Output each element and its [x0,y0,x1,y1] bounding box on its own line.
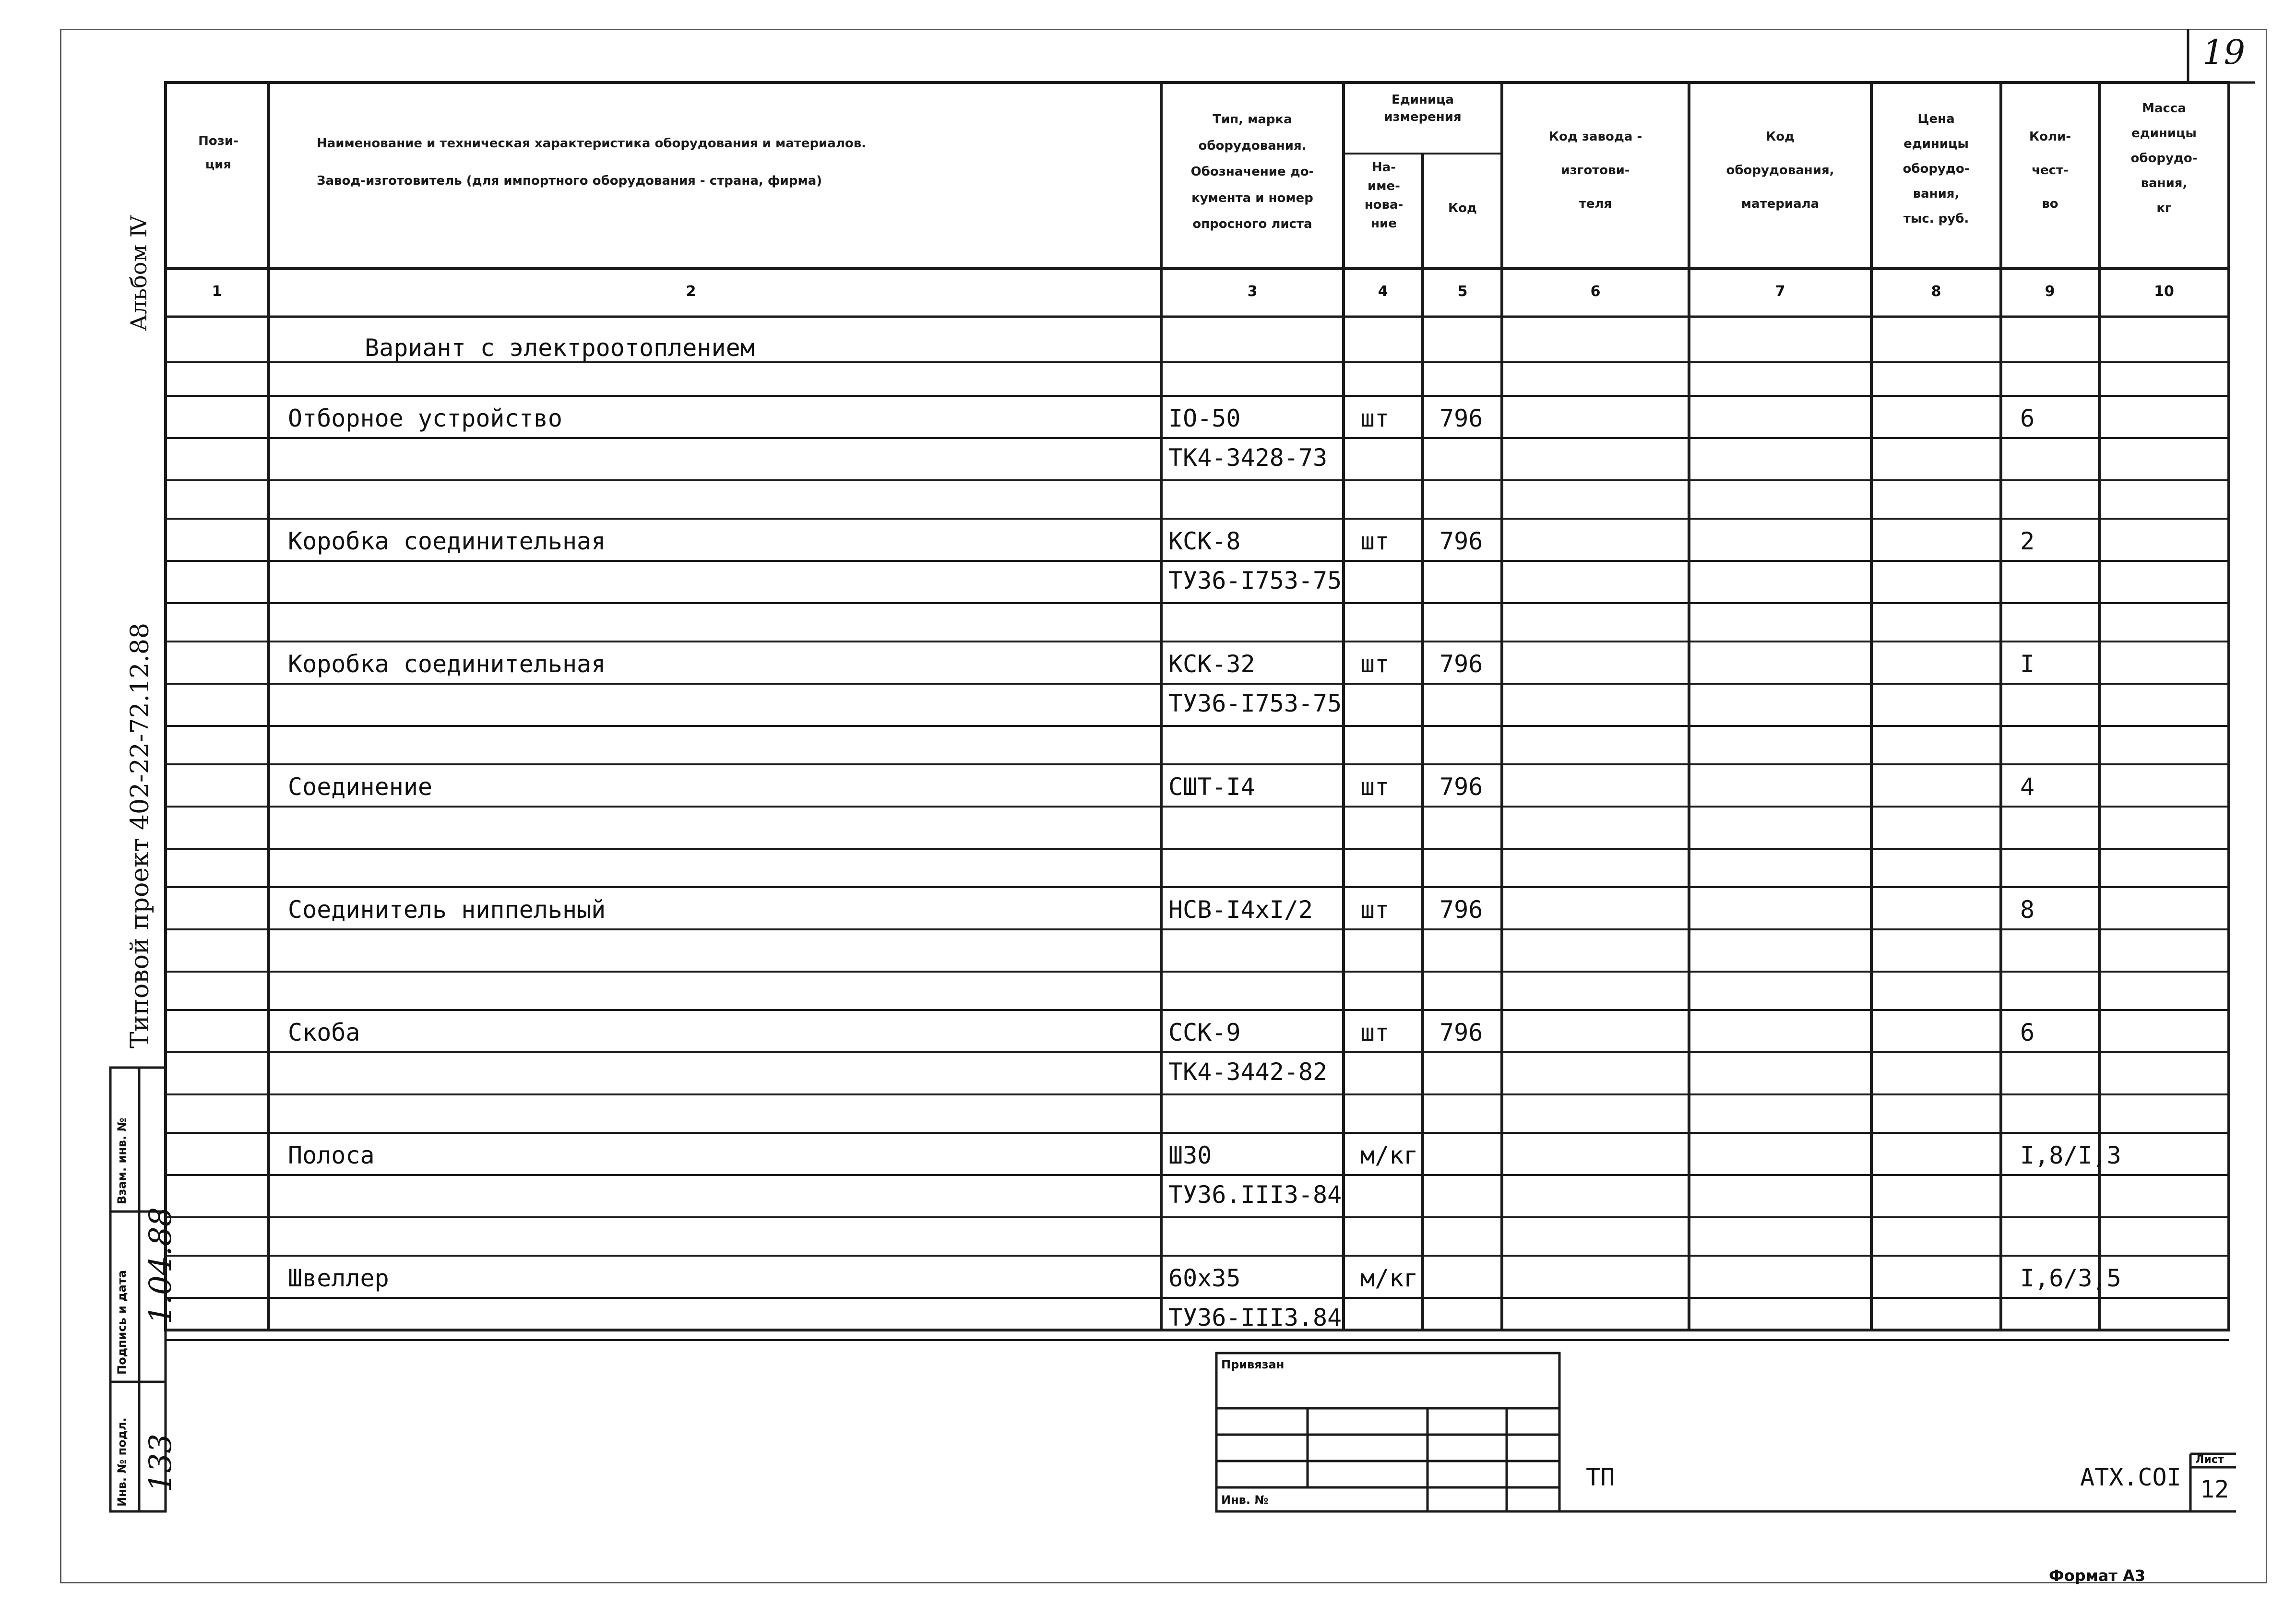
row-type: СШТ-I4 [1168,773,1255,801]
row-doc: ТК4-3428-73 [1168,444,1328,472]
header-quantity: Коли- чест- во [2029,130,2071,212]
stamp-tp: ТП [1586,1463,1615,1491]
row-name: Соединение [288,773,433,801]
row-type: КСК-32 [1168,650,1255,678]
row-name: Коробка соединительная [288,650,606,678]
header-unit: Единица измерения [1384,93,1462,125]
row-unit: шт [1360,650,1390,678]
row-unit: шт [1360,896,1390,924]
header-unit-code: Код [1448,201,1477,215]
row-code: 796 [1439,1019,1483,1046]
row-code: 796 [1439,896,1483,924]
stamp-vzam: Взам. инв. № [115,1117,129,1204]
row-code: 796 [1439,773,1483,801]
row-doc: ТУ36-I753-75 [1168,567,1342,594]
row-code: 796 [1439,650,1483,678]
stamp-privyazan: Привязан [1221,1358,1285,1371]
colnum-1: 1 [212,283,222,300]
header-price: Цена единицы оборудо- вания, тыс. руб. [1903,112,1970,226]
header-name: Наименование и техническая характеристика оборудования и материалов. Завод-изготовитель (для импортного оборудования - страна, фирма) [317,136,867,188]
row-type: IO-50 [1168,404,1241,432]
row-qty: 4 [2020,773,2035,801]
row-qty: I [2020,650,2035,678]
stamp-inv-no: Инв. № [1221,1493,1269,1507]
row-type: ССК-9 [1168,1019,1241,1046]
row-type: НСВ-I4xI/2 [1168,896,1313,924]
row-qty: 2 [2020,527,2035,555]
sheet-number-top: 19 [2202,33,2246,72]
header-mass: Масса единицы оборудо- вания, кг [2130,101,2198,215]
row-name: Отборное устройство [288,404,562,432]
stamp-doc-code: АТХ.СОI [2080,1463,2181,1491]
row-unit: м/кг [1360,1264,1418,1292]
stamp-podpis-value: 1.04.88 [143,1207,178,1324]
row-qty: 6 [2020,1019,2035,1046]
row-qty: I,8/I,3 [2020,1141,2121,1169]
row-qty: I,6/3,5 [2020,1264,2121,1292]
colnum-4: 4 [1378,283,1388,300]
row-qty: 8 [2020,896,2035,924]
header-plant-code: Код завода - изготови- теля [1548,130,1642,212]
stamp-list-label: Лист [2195,1454,2224,1466]
row-doc: ТУ36-I753-75 [1168,689,1342,717]
row-doc: ТУ36-III3.84 [1168,1304,1342,1331]
row-name: Скоба [288,1019,360,1046]
colnum-2: 2 [686,283,696,300]
row-code: 796 [1439,404,1483,432]
stamp-list-no: 12 [2200,1475,2229,1503]
row-code: 796 [1439,527,1483,555]
header-type: Тип, марка оборудования. Обозначение до- кумента и номер опросного листа [1190,112,1314,232]
colnum-6: 6 [1590,283,1601,300]
row-doc: ТУ36.III3-84 [1168,1181,1342,1209]
stamp-podpis: Подпись и дата [115,1270,129,1375]
colnum-10: 10 [2154,283,2174,300]
row-type: Ш30 [1168,1141,1212,1169]
row-unit: шт [1360,773,1390,801]
section-title: Вариант с электроотоплением [365,334,755,362]
album-label: Альбом Ⅳ [126,215,152,331]
header-unit-name: На- име- нова- ние [1364,160,1404,231]
row-doc: ТК4-3442-82 [1168,1058,1328,1086]
row-type: 60x35 [1168,1264,1241,1292]
colnum-5: 5 [1457,283,1468,300]
row-name: Швеллер [288,1264,389,1292]
header-position: Пози- ция [198,134,238,172]
stamp-inv: Инв. № подл. [115,1417,129,1507]
row-name: Соединитель ниппельный [288,896,606,924]
row-name: Полоса [288,1141,375,1169]
stamp-inv-value: 133 [143,1433,178,1492]
colnum-9: 9 [2045,283,2055,300]
row-unit: шт [1360,527,1390,555]
header-equipment-code: Код оборудования, материала [1726,130,1834,212]
row-name: Коробка соединительная [288,527,606,555]
row-unit: шт [1360,404,1390,432]
row-qty: 6 [2020,404,2035,432]
colnum-7: 7 [1775,283,1785,300]
colnum-3: 3 [1247,283,1258,300]
colnum-8: 8 [1931,283,1941,300]
row-unit: м/кг [1360,1141,1418,1169]
row-unit: шт [1360,1019,1390,1046]
format-label: Формат А3 [2049,1567,2146,1585]
row-type: КСК-8 [1168,527,1241,555]
project-label: Типовой проект 402-22-72.12.88 [126,622,155,1048]
